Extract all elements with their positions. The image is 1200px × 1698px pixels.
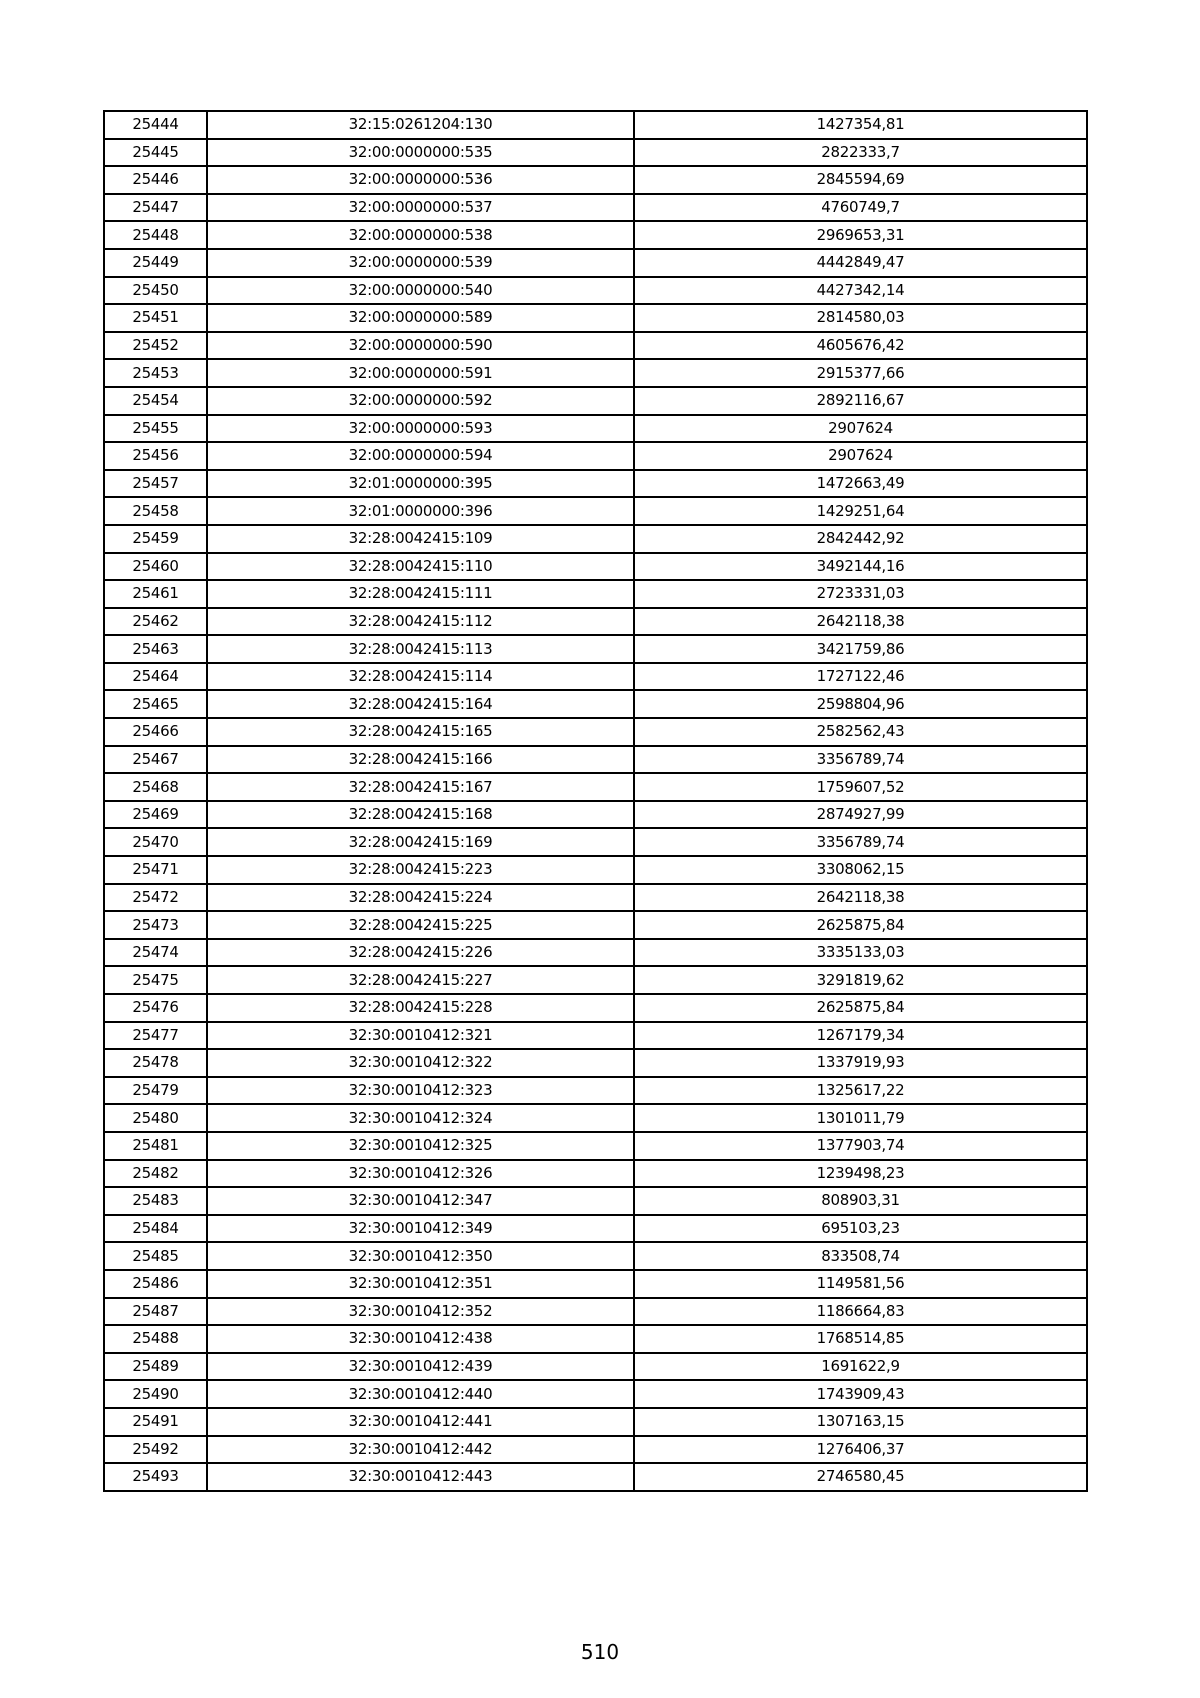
value-cell: 1307163,15: [634, 1408, 1087, 1436]
row-number-cell: 25487: [104, 1298, 207, 1326]
value-cell: 2845594,69: [634, 166, 1087, 194]
row-number-cell: 25455: [104, 415, 207, 443]
table-row: [104, 1104, 1087, 1132]
cadastral-number-cell: 32:00:0000000:537: [207, 194, 634, 222]
value-cell: 3308062,15: [634, 856, 1087, 884]
page-number: 510: [580, 1640, 620, 1664]
table-row: [104, 1270, 1087, 1298]
row-number-cell: 25485: [104, 1242, 207, 1270]
row-number-cell: 25448: [104, 221, 207, 249]
cadastral-number-cell: 32:30:0010412:325: [207, 1132, 634, 1160]
cadastral-number-cell: 32:28:0042415:114: [207, 663, 634, 691]
row-number-cell: 25481: [104, 1132, 207, 1160]
value-cell: 2842442,92: [634, 525, 1087, 553]
cadastral-number-cell: 32:28:0042415:166: [207, 746, 634, 774]
table-row: [104, 553, 1087, 581]
table-row: [104, 1049, 1087, 1077]
table-row: [104, 773, 1087, 801]
table-row: [104, 415, 1087, 443]
table-row: [104, 828, 1087, 856]
row-number-cell: 25482: [104, 1160, 207, 1188]
cadastral-number-cell: 32:28:0042415:165: [207, 718, 634, 746]
cadastral-number-cell: 32:30:0010412:350: [207, 1242, 634, 1270]
value-cell: 2892116,67: [634, 387, 1087, 415]
value-cell: 2598804,96: [634, 690, 1087, 718]
table-row: [104, 249, 1087, 277]
row-number-cell: 25477: [104, 1022, 207, 1050]
table-row: [104, 1380, 1087, 1408]
cadastral-number-cell: 32:00:0000000:593: [207, 415, 634, 443]
row-number-cell: 25493: [104, 1463, 207, 1491]
row-number-cell: 25490: [104, 1380, 207, 1408]
table-row: [104, 746, 1087, 774]
value-cell: 3291819,62: [634, 966, 1087, 994]
row-number-cell: 25472: [104, 884, 207, 912]
table-row: [104, 718, 1087, 746]
cadastral-number-cell: 32:30:0010412:441: [207, 1408, 634, 1436]
table-row: [104, 966, 1087, 994]
table-row: [104, 470, 1087, 498]
cadastral-number-cell: 32:01:0000000:395: [207, 470, 634, 498]
cadastral-number-cell: 32:28:0042415:111: [207, 580, 634, 608]
value-cell: 2969653,31: [634, 221, 1087, 249]
row-number-cell: 25492: [104, 1436, 207, 1464]
row-number-cell: 25476: [104, 994, 207, 1022]
row-number-cell: 25444: [104, 111, 207, 139]
table-row: [104, 221, 1087, 249]
cadastral-number-cell: 32:28:0042415:113: [207, 635, 634, 663]
cadastral-number-cell: 32:28:0042415:228: [207, 994, 634, 1022]
table-row: [104, 277, 1087, 305]
row-number-cell: 25467: [104, 746, 207, 774]
cadastral-number-cell: 32:28:0042415:223: [207, 856, 634, 884]
table-row: [104, 525, 1087, 553]
value-cell: 2625875,84: [634, 911, 1087, 939]
value-cell: 2642118,38: [634, 608, 1087, 636]
row-number-cell: 25469: [104, 801, 207, 829]
row-number-cell: 25461: [104, 580, 207, 608]
value-cell: 2907624: [634, 442, 1087, 470]
row-number-cell: 25483: [104, 1187, 207, 1215]
value-cell: 2582562,43: [634, 718, 1087, 746]
cadastral-number-cell: 32:28:0042415:167: [207, 773, 634, 801]
row-number-cell: 25488: [104, 1325, 207, 1353]
value-cell: 3356789,74: [634, 828, 1087, 856]
value-cell: 1377903,74: [634, 1132, 1087, 1160]
value-cell: 1325617,22: [634, 1077, 1087, 1105]
table-row: [104, 994, 1087, 1022]
table-row: [104, 856, 1087, 884]
value-cell: 2723331,03: [634, 580, 1087, 608]
cadastral-number-cell: 32:30:0010412:323: [207, 1077, 634, 1105]
row-number-cell: 25473: [104, 911, 207, 939]
table-row: [104, 939, 1087, 967]
value-cell: 2746580,45: [634, 1463, 1087, 1491]
value-cell: 4605676,42: [634, 332, 1087, 360]
cadastral-number-cell: 32:00:0000000:592: [207, 387, 634, 415]
cadastral-number-cell: 32:00:0000000:590: [207, 332, 634, 360]
value-cell: 1186664,83: [634, 1298, 1087, 1326]
table-row: [104, 497, 1087, 525]
row-number-cell: 25447: [104, 194, 207, 222]
cadastral-number-cell: 32:30:0010412:324: [207, 1104, 634, 1132]
value-cell: 1727122,46: [634, 663, 1087, 691]
row-number-cell: 25462: [104, 608, 207, 636]
table-row: [104, 690, 1087, 718]
row-number-cell: 25484: [104, 1215, 207, 1243]
row-number-cell: 25453: [104, 359, 207, 387]
value-cell: 3356789,74: [634, 746, 1087, 774]
cadastral-number-cell: 32:28:0042415:110: [207, 553, 634, 581]
row-number-cell: 25468: [104, 773, 207, 801]
table-row: [104, 139, 1087, 167]
value-cell: 1301011,79: [634, 1104, 1087, 1132]
cadastral-number-cell: 32:15:0261204:130: [207, 111, 634, 139]
value-cell: 4442849,47: [634, 249, 1087, 277]
row-number-cell: 25470: [104, 828, 207, 856]
value-cell: 2814580,03: [634, 304, 1087, 332]
value-cell: 1429251,64: [634, 497, 1087, 525]
cadastral-number-cell: 32:28:0042415:112: [207, 608, 634, 636]
row-number-cell: 25491: [104, 1408, 207, 1436]
table-row: [104, 194, 1087, 222]
value-cell: 695103,23: [634, 1215, 1087, 1243]
row-number-cell: 25452: [104, 332, 207, 360]
table-row: [104, 1132, 1087, 1160]
cadastral-number-cell: 32:28:0042415:225: [207, 911, 634, 939]
table-row: [104, 387, 1087, 415]
table-row: [104, 1187, 1087, 1215]
table-row: [104, 166, 1087, 194]
row-number-cell: 25451: [104, 304, 207, 332]
table-row: [104, 1242, 1087, 1270]
value-cell: 2915377,66: [634, 359, 1087, 387]
value-cell: 3335133,03: [634, 939, 1087, 967]
value-cell: 2874927,99: [634, 801, 1087, 829]
cadastral-number-cell: 32:00:0000000:535: [207, 139, 634, 167]
table-row: [104, 1436, 1087, 1464]
cadastral-number-cell: 32:28:0042415:164: [207, 690, 634, 718]
table-row: [104, 332, 1087, 360]
table-row: [104, 608, 1087, 636]
row-number-cell: 25465: [104, 690, 207, 718]
cadastral-number-cell: 32:28:0042415:109: [207, 525, 634, 553]
row-number-cell: 25450: [104, 277, 207, 305]
cadastral-number-cell: 32:00:0000000:589: [207, 304, 634, 332]
value-cell: 1427354,81: [634, 111, 1087, 139]
table-row: [104, 1463, 1087, 1491]
row-number-cell: 25480: [104, 1104, 207, 1132]
row-number-cell: 25464: [104, 663, 207, 691]
cadastral-number-cell: 32:28:0042415:169: [207, 828, 634, 856]
row-number-cell: 25459: [104, 525, 207, 553]
cadastral-number-cell: 32:00:0000000:594: [207, 442, 634, 470]
value-cell: 1743909,43: [634, 1380, 1087, 1408]
table-row: [104, 1408, 1087, 1436]
row-number-cell: 25471: [104, 856, 207, 884]
table-row: [104, 635, 1087, 663]
row-number-cell: 25457: [104, 470, 207, 498]
row-number-cell: 25458: [104, 497, 207, 525]
row-number-cell: 25474: [104, 939, 207, 967]
table-row: [104, 801, 1087, 829]
cadastral-number-cell: 32:28:0042415:226: [207, 939, 634, 967]
cadastral-number-cell: 32:30:0010412:442: [207, 1436, 634, 1464]
row-number-cell: 25446: [104, 166, 207, 194]
table-row: [104, 884, 1087, 912]
row-number-cell: 25489: [104, 1353, 207, 1381]
cadastral-number-cell: 32:00:0000000:538: [207, 221, 634, 249]
value-cell: 1267179,34: [634, 1022, 1087, 1050]
cadastral-value-table: [103, 110, 1088, 1492]
cadastral-number-cell: 32:28:0042415:227: [207, 966, 634, 994]
cadastral-number-cell: 32:28:0042415:224: [207, 884, 634, 912]
table-row: [104, 1325, 1087, 1353]
value-cell: 1759607,52: [634, 773, 1087, 801]
row-number-cell: 25463: [104, 635, 207, 663]
table-row: [104, 1215, 1087, 1243]
value-cell: 4427342,14: [634, 277, 1087, 305]
value-cell: 1276406,37: [634, 1436, 1087, 1464]
cadastral-number-cell: 32:00:0000000:539: [207, 249, 634, 277]
table-row: [104, 1298, 1087, 1326]
value-cell: 3421759,86: [634, 635, 1087, 663]
table-row: [104, 580, 1087, 608]
table-row: [104, 111, 1087, 139]
table-row: [104, 1353, 1087, 1381]
value-cell: 2822333,7: [634, 139, 1087, 167]
table-row: [104, 304, 1087, 332]
value-cell: 2642118,38: [634, 884, 1087, 912]
value-cell: 808903,31: [634, 1187, 1087, 1215]
value-cell: 1239498,23: [634, 1160, 1087, 1188]
cadastral-number-cell: 32:30:0010412:440: [207, 1380, 634, 1408]
cadastral-number-cell: 32:00:0000000:536: [207, 166, 634, 194]
table-row: [104, 359, 1087, 387]
cadastral-number-cell: 32:30:0010412:443: [207, 1463, 634, 1491]
cadastral-number-cell: 32:30:0010412:326: [207, 1160, 634, 1188]
row-number-cell: 25456: [104, 442, 207, 470]
table-body: [104, 111, 1087, 1491]
table-row: [104, 1160, 1087, 1188]
row-number-cell: 25479: [104, 1077, 207, 1105]
value-cell: 1149581,56: [634, 1270, 1087, 1298]
cadastral-number-cell: 32:30:0010412:439: [207, 1353, 634, 1381]
table-row: [104, 1022, 1087, 1050]
value-cell: 833508,74: [634, 1242, 1087, 1270]
row-number-cell: 25475: [104, 966, 207, 994]
cadastral-number-cell: 32:00:0000000:540: [207, 277, 634, 305]
cadastral-number-cell: 32:30:0010412:438: [207, 1325, 634, 1353]
cadastral-number-cell: 32:30:0010412:321: [207, 1022, 634, 1050]
value-cell: 1691622,9: [634, 1353, 1087, 1381]
table-row: [104, 911, 1087, 939]
cadastral-number-cell: 32:30:0010412:322: [207, 1049, 634, 1077]
row-number-cell: 25460: [104, 553, 207, 581]
cadastral-number-cell: 32:30:0010412:352: [207, 1298, 634, 1326]
row-number-cell: 25454: [104, 387, 207, 415]
row-number-cell: 25445: [104, 139, 207, 167]
table-row: [104, 442, 1087, 470]
value-cell: 1337919,93: [634, 1049, 1087, 1077]
row-number-cell: 25466: [104, 718, 207, 746]
value-cell: 2625875,84: [634, 994, 1087, 1022]
value-cell: 3492144,16: [634, 553, 1087, 581]
cadastral-number-cell: 32:00:0000000:591: [207, 359, 634, 387]
row-number-cell: 25449: [104, 249, 207, 277]
cadastral-number-cell: 32:30:0010412:351: [207, 1270, 634, 1298]
value-cell: 2907624: [634, 415, 1087, 443]
row-number-cell: 25486: [104, 1270, 207, 1298]
cadastral-number-cell: 32:01:0000000:396: [207, 497, 634, 525]
cadastral-number-cell: 32:30:0010412:349: [207, 1215, 634, 1243]
value-cell: 4760749,7: [634, 194, 1087, 222]
table-row: [104, 663, 1087, 691]
cadastral-number-cell: 32:30:0010412:347: [207, 1187, 634, 1215]
value-cell: 1768514,85: [634, 1325, 1087, 1353]
row-number-cell: 25478: [104, 1049, 207, 1077]
value-cell: 1472663,49: [634, 470, 1087, 498]
cadastral-number-cell: 32:28:0042415:168: [207, 801, 634, 829]
table-row: [104, 1077, 1087, 1105]
